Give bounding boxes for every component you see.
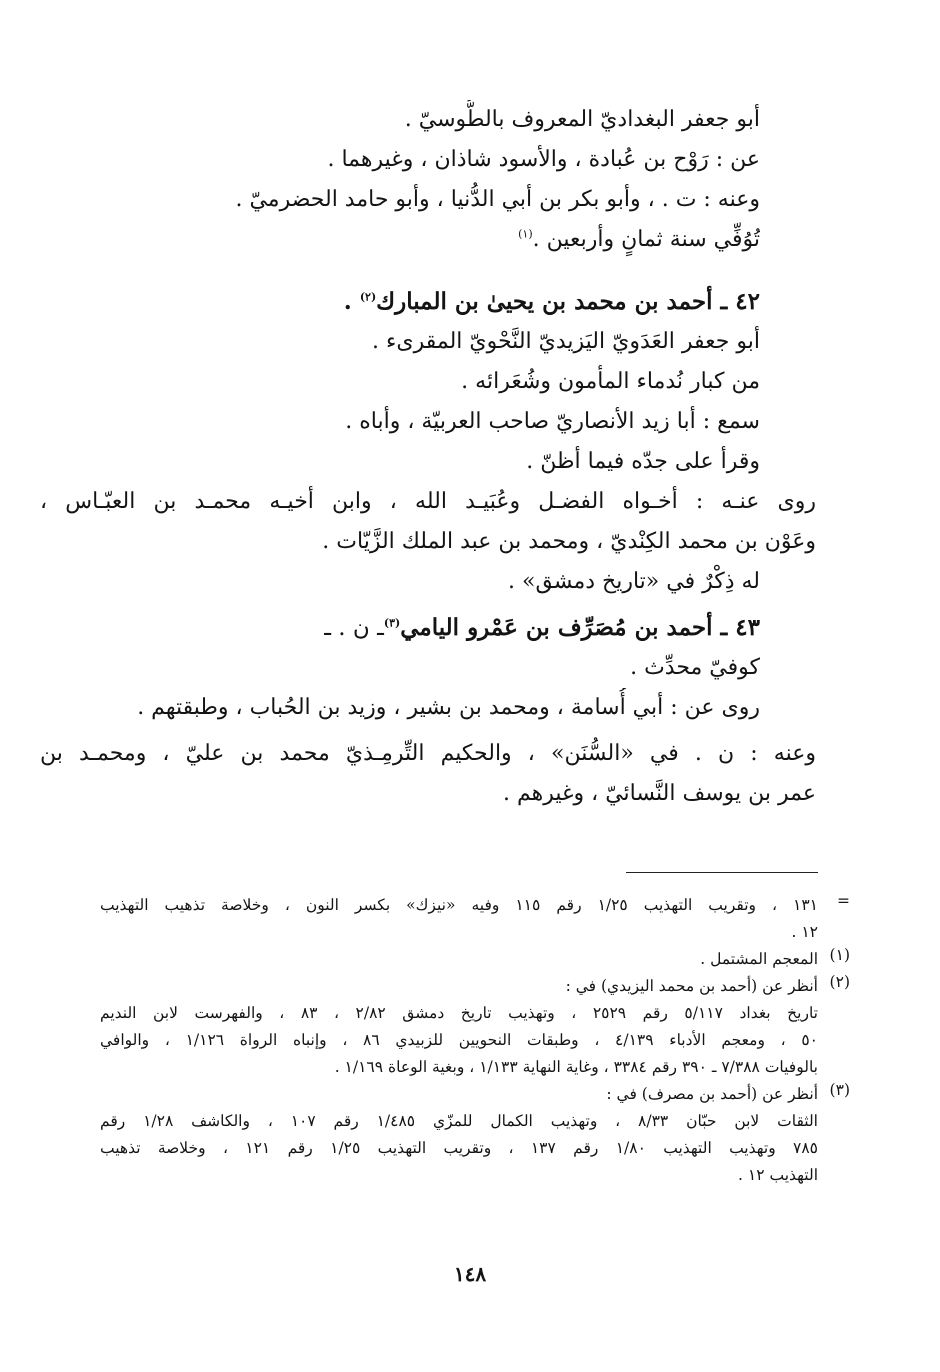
entry-heading-tail: ـ ن . ـ [324, 615, 384, 641]
footnote-1 [100, 946, 850, 973]
text-line: روى عن : أبي أُسامة ، ومحمد بن بشير ، وزيد بن الحُباب ، وطبقتهم . [137, 695, 760, 720]
text-line: عن : رَوْح بن عُبادة ، والأسود شاذان ، وغيرهما . [327, 147, 760, 172]
footnote-line: ١٣١ ، وتقريب التهذيب ١/٢٥ رقم ١١٥ وفيه «نيزك» بكسر النون ، وخلاصة تذهيب التهذيب [100, 896, 818, 914]
footnote-line: المعجم المشتمل . [700, 950, 818, 968]
footnote-marker: (٢) [829, 973, 850, 991]
footnote-line: أنظر عن (أحمد بن محمد اليزيدي) في : [565, 977, 818, 995]
footnote-continuation [100, 892, 850, 946]
entry-heading-text: ٤٢ ـ أحمد بن محمد بن يحيىٰ بن المبارك [376, 288, 760, 315]
footnote-ref: (٣) [383, 616, 401, 630]
entry-heading-43 [40, 608, 760, 648]
text-line: وعنه : ت . ، وأبو بكر بن أبي الدُّنيا ، وأبو حامد الحضرميّ . [235, 187, 760, 212]
footnote-line: بالوفيات ٧/٣٨٨ ـ ٣٩٠ رقم ٣٣٨٤ ، وغاية النهاية ١/١٣٣ ، وبغية الوعاة ١/١٦٩ . [334, 1058, 818, 1076]
footnote-divider [626, 872, 818, 873]
footnote-line: ٧٨٥ وتهذيب التهذيب ١/٨٠ رقم ١٣٧ ، وتقريب التهذيب ١/٢٥ رقم ١٢١ ، وخلاصة تذهيب [100, 1139, 818, 1157]
page-number: ١٤٨ [453, 1262, 487, 1286]
text-line: روى عنـه : أخـواه الفضـل وعُبَيـد الله ، وابن أخيـه محمـد بن العبّـاس ، [40, 489, 816, 514]
footnote-line: تاريخ بغداد ٥/١١٧ رقم ٢٥٢٩ ، وتهذيب تاريخ دمشق ٢/٨٢ ، ٨٣ ، والفهرست لابن النديم [100, 1004, 818, 1022]
text-line: أبو جعفر العَدَويّ اليَزيديّ النَّحْويّ المقرىء . [372, 329, 760, 354]
footnote-marker: (١) [829, 946, 850, 964]
text-line: وعنه : ن . في «السُّنَن» ، والحكيم التِّرمِـذيّ محمد بن عليّ ، ومحمـد بن [40, 741, 816, 766]
footnote-3 [100, 1081, 850, 1189]
text-line: كوفيّ محدِّث . [630, 655, 760, 680]
footnote-line: التهذيب ١٢ . [738, 1166, 818, 1184]
text-line-body: تُوُفِّي سنة ثمانٍ وأربعين . [532, 227, 760, 252]
footnote-marker: (٣) [829, 1081, 850, 1099]
text-line: من كبار نُدماء المأمون وشُعَرائه . [461, 369, 760, 394]
footnote-line: ٥٠ ، ومعجم الأدباء ٤/١٣٩ ، وطبقات النحويين للزبيدي ٨٦ ، وإنباه الرواة ١/١٢٦ ، والوافي [100, 1031, 818, 1049]
text-line: أبو جعفر البغداديّ المعروف بالطُّوسيّ . [404, 107, 760, 132]
footnotes [100, 892, 850, 1189]
text-line: وعَوْن بن محمد الكِنْديّ ، ومحمد بن عبد الملك الزَّيّات . [322, 529, 816, 554]
text-line [40, 220, 760, 260]
entry-heading-text: ٤٣ ـ أحمد بن مُصَرِّف بن عَمْرو اليامي [400, 614, 760, 641]
footnote-2 [100, 973, 850, 1081]
continuation-marker: = [837, 892, 850, 910]
footnote-line: أنظر عن (أحمد بن مصرف) في : [606, 1085, 818, 1103]
footnote-ref: (٢) [359, 290, 377, 304]
footnote-line: الثقات لابن حبّان ٨/٣٣ ، وتهذيب الكمال للمزّي ١/٤٨٥ رقم ١٠٧ ، والكاشف ١/٢٨ رقم [100, 1112, 818, 1130]
text-line: عمر بن يوسف النَّسائيّ ، وغيرهم . [503, 781, 816, 806]
footnote-line: ١٢ . [791, 923, 818, 941]
footnote-ref: (١) [518, 227, 533, 241]
entry-heading-42: ٤٢ ـ أحمد بن محمد بن يحيىٰ بن المبارك$^{(٢)}$ . [343, 288, 760, 315]
text-line: سمع : أبا زيد الأنصاريّ صاحب العربيّة ، وأباه . [345, 409, 760, 434]
text-line: له ذِكْرٌ في «تاريخ دمشق» . [508, 569, 760, 594]
main-text [40, 100, 816, 814]
text-line: وقرأ على جدّه فيما أظنّ . [526, 449, 760, 474]
